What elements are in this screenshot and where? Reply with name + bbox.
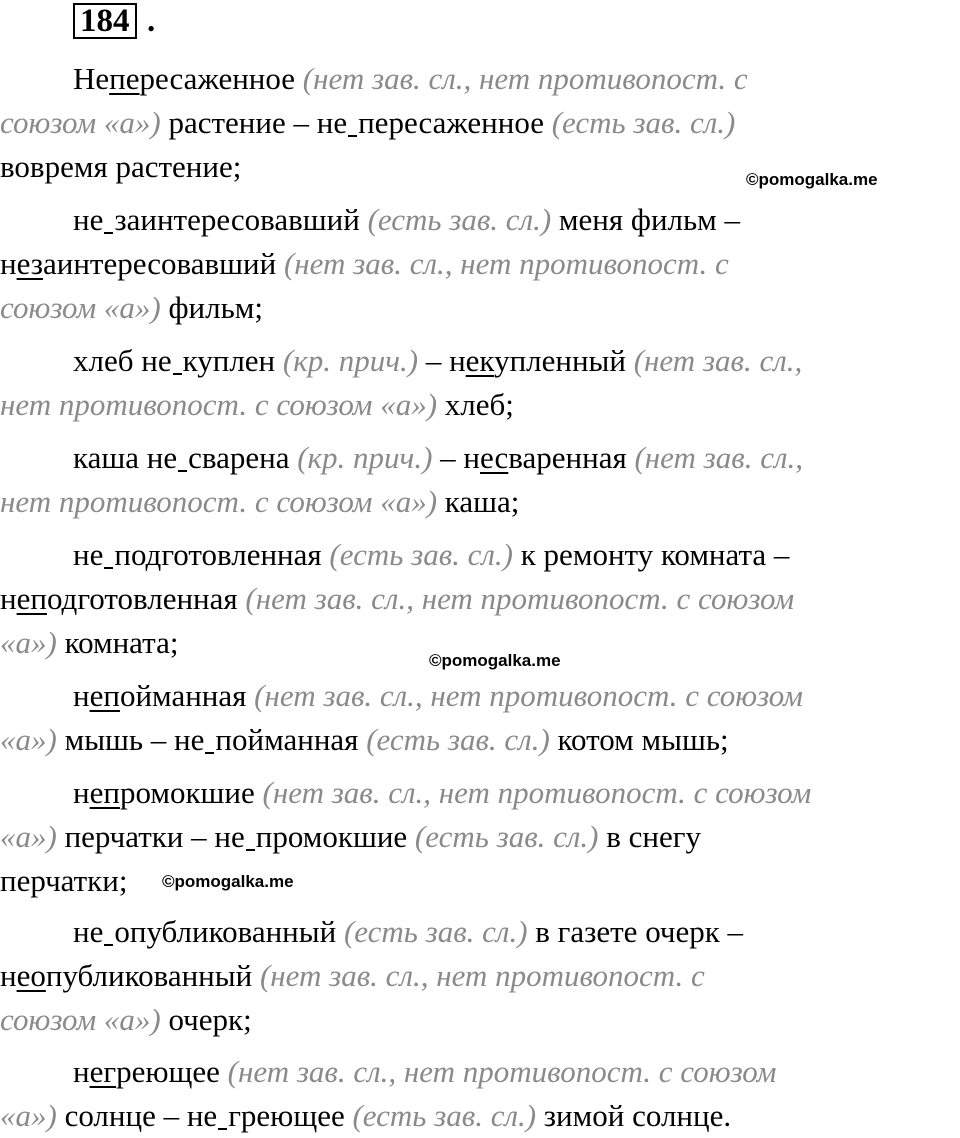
separate-spelling-mark bbox=[104, 567, 113, 569]
grammar-note: (нет зав. сл., bbox=[633, 343, 803, 378]
answer-paragraph bbox=[0, 533, 960, 665]
answer-text: ромокшие bbox=[119, 775, 263, 810]
text-line bbox=[0, 480, 960, 524]
underlined-letters: ек bbox=[465, 343, 495, 378]
answer-text: публикованный bbox=[45, 958, 260, 993]
task-number-suffix: . bbox=[147, 3, 156, 39]
answer-text: перчатки – не bbox=[56, 819, 245, 854]
answer-text: – н bbox=[432, 440, 480, 475]
answer-text: хлеб не bbox=[73, 343, 172, 378]
separate-spelling-mark bbox=[173, 373, 182, 375]
answer-text: куплен bbox=[182, 343, 283, 378]
answer-text: ресаженное bbox=[139, 61, 303, 96]
text-line bbox=[0, 436, 960, 480]
grammar-note: нет противопост. с союзом «а») bbox=[0, 484, 438, 519]
answer-text: мышь – не bbox=[56, 722, 205, 757]
text-line bbox=[0, 1094, 960, 1138]
grammar-note: (нет зав. сл., нет противопост. с союзом bbox=[262, 775, 812, 810]
answer-text: н bbox=[73, 1054, 90, 1089]
grammar-note: (кр. прич.) bbox=[297, 440, 433, 475]
grammar-note: нет противопост. с союзом «а») bbox=[0, 387, 438, 422]
watermark: ©pomogalka.me bbox=[162, 872, 294, 891]
grammar-note: (есть зав. сл.) bbox=[366, 722, 550, 757]
underlined-letters: ег bbox=[89, 1054, 117, 1089]
separate-spelling-mark bbox=[104, 944, 113, 946]
answer-text: перчатки; bbox=[0, 863, 128, 898]
text-line bbox=[0, 771, 960, 815]
text-line bbox=[0, 577, 960, 621]
answer-paragraph bbox=[0, 771, 960, 903]
grammar-note: (кр. прич.) bbox=[282, 343, 419, 378]
answer-paragraph bbox=[0, 1050, 960, 1138]
grammar-note: «а») bbox=[0, 625, 57, 660]
answer-text: вовремя растение; bbox=[0, 149, 242, 184]
text-line bbox=[0, 383, 960, 427]
answer-text: н bbox=[73, 775, 90, 810]
grammar-note: союзом «а») bbox=[0, 105, 161, 140]
answer-text: н bbox=[0, 581, 17, 616]
grammar-note: (нет зав. сл., нет противопост. с союзом bbox=[245, 581, 795, 616]
text-line bbox=[0, 101, 960, 145]
text-line bbox=[0, 286, 960, 330]
answer-text: реющее bbox=[116, 1054, 228, 1089]
grammar-note: (нет зав. сл., нет противопост. с bbox=[302, 61, 748, 96]
separate-spelling-mark bbox=[218, 1128, 227, 1130]
text-line bbox=[0, 998, 960, 1042]
text-line bbox=[0, 198, 960, 242]
grammar-note: «а») bbox=[0, 1098, 57, 1133]
answer-text: – н bbox=[418, 343, 466, 378]
text-line bbox=[0, 910, 960, 954]
answer-text: сварена bbox=[188, 440, 298, 475]
answer-text: пойманная bbox=[215, 722, 367, 757]
answer-text: н bbox=[73, 678, 90, 713]
answer-text: аинтересовавший bbox=[42, 246, 284, 281]
grammar-note: (есть зав. сл.) bbox=[352, 1098, 537, 1133]
answer-paragraph bbox=[0, 436, 960, 524]
answer-text: одготовленная bbox=[46, 581, 246, 616]
answer-text: подготовленная bbox=[114, 537, 330, 572]
answer-text: солнце – не bbox=[56, 1098, 218, 1133]
answer-text: зимой солнце. bbox=[536, 1098, 732, 1133]
answer-text: фильм; bbox=[160, 290, 263, 325]
text-line bbox=[0, 242, 960, 286]
grammar-note: (есть зав. сл.) bbox=[414, 819, 599, 854]
grammar-note: (нет зав. сл., нет противопост. с bbox=[259, 958, 705, 993]
answer-text: в снегу bbox=[598, 819, 701, 854]
text-line bbox=[0, 718, 960, 762]
underlined-letters: ес bbox=[479, 440, 509, 475]
grammar-note: (есть зав. сл.) bbox=[343, 914, 528, 949]
answer-text: каша; bbox=[437, 484, 520, 519]
answer-text: греющее bbox=[228, 1098, 353, 1133]
underlined-letters: пе bbox=[109, 61, 140, 96]
grammar-note: (есть зав. сл.) bbox=[367, 202, 552, 237]
answer-text: к ремонту комната – bbox=[513, 537, 790, 572]
grammar-note: (нет зав. сл., bbox=[634, 440, 804, 475]
underlined-letters: ео bbox=[16, 958, 46, 993]
text-line bbox=[0, 815, 960, 859]
answer-text: в газете очерк – bbox=[527, 914, 744, 949]
answer-text: меня фильм – bbox=[551, 202, 741, 237]
grammar-note: (есть зав. сл.) bbox=[329, 537, 513, 572]
underlined-letters: еп bbox=[89, 678, 120, 713]
grammar-note: «а») bbox=[0, 819, 57, 854]
answer-text: заинтересовавший bbox=[114, 202, 368, 237]
answer-text: хлеб; bbox=[437, 387, 514, 422]
answer-paragraph bbox=[0, 674, 960, 762]
text-line bbox=[0, 954, 960, 998]
answer-text: не bbox=[73, 202, 104, 237]
answer-text: н bbox=[0, 958, 17, 993]
watermark: ©pomogalka.me bbox=[746, 170, 878, 189]
answer-text: растение – не bbox=[160, 105, 348, 140]
answer-paragraph bbox=[0, 339, 960, 427]
answer-text: каша не bbox=[73, 440, 178, 475]
grammar-note: (есть зав. сл.) bbox=[551, 105, 736, 140]
answer-text: опубликованный bbox=[114, 914, 344, 949]
task-number: 184 bbox=[73, 3, 137, 39]
text-line bbox=[0, 674, 960, 718]
text-line bbox=[0, 859, 960, 903]
underlined-letters: еп bbox=[89, 775, 120, 810]
answer-text: варенная bbox=[508, 440, 635, 475]
separate-spelling-mark bbox=[246, 849, 255, 851]
grammar-note: (нет зав. сл., нет противопост. с bbox=[283, 246, 729, 281]
answer-text: очерк; bbox=[160, 1002, 252, 1037]
grammar-note: (нет зав. сл., нет противопост. с союзом bbox=[254, 678, 803, 713]
text-line bbox=[0, 533, 960, 577]
answer-text: комната; bbox=[56, 625, 179, 660]
separate-spelling-mark bbox=[205, 752, 214, 754]
grammar-note: «а») bbox=[0, 722, 57, 757]
answer-text: не bbox=[73, 914, 104, 949]
text-line bbox=[0, 57, 960, 101]
answer-text: промокшие bbox=[255, 819, 415, 854]
text-line bbox=[0, 339, 960, 383]
answer-text: н bbox=[0, 246, 17, 281]
separate-spelling-mark bbox=[348, 135, 357, 137]
answer-paragraph bbox=[0, 198, 960, 330]
answer-text: котом мышь; bbox=[549, 722, 729, 757]
separate-spelling-mark bbox=[178, 470, 187, 472]
answer-text: упленный bbox=[494, 343, 634, 378]
underlined-letters: ез bbox=[16, 246, 43, 281]
separate-spelling-mark bbox=[104, 232, 113, 234]
text-line bbox=[0, 1050, 960, 1094]
answer-text: ойманная bbox=[119, 678, 255, 713]
answer-text: не bbox=[73, 537, 104, 572]
answer-text: пересаженное bbox=[358, 105, 552, 140]
watermark: ©pomogalka.me bbox=[429, 651, 561, 670]
grammar-note: союзом «а») bbox=[0, 1002, 161, 1037]
grammar-note: (нет зав. сл., нет противопост. с союзом bbox=[227, 1054, 777, 1089]
answer-text: Не bbox=[73, 61, 110, 96]
underlined-letters: еп bbox=[16, 581, 47, 616]
answer-paragraph bbox=[0, 910, 960, 1042]
grammar-note: союзом «а») bbox=[0, 290, 161, 325]
